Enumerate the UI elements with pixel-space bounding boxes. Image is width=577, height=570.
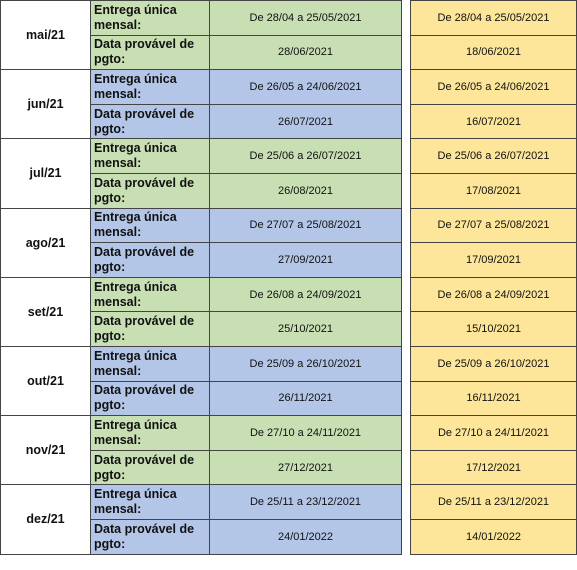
delivery-label: Entrega única mensal:	[91, 416, 210, 451]
alt-delivery-period: De 27/10 a 24/11/2021	[411, 416, 577, 451]
table-row	[1, 70, 402, 105]
table-row	[1, 346, 402, 381]
month-cell: jun/21	[1, 70, 91, 139]
delivery-period: De 27/07 a 25/08/2021	[210, 208, 402, 243]
alt-delivery-period: De 25/11 a 23/12/2021	[411, 485, 577, 520]
payment-date: 25/10/2021	[210, 312, 402, 347]
alt-payment-date: 16/07/2021	[411, 104, 577, 139]
table-row	[411, 485, 577, 520]
table-row	[411, 104, 577, 139]
alt-delivery-period: De 27/07 a 25/08/2021	[411, 208, 577, 243]
delivery-period: De 25/09 a 26/10/2021	[210, 346, 402, 381]
payment-label: Data provável de pgto:	[91, 243, 210, 278]
table-row	[411, 277, 577, 312]
table-row	[1, 485, 402, 520]
payment-date: 27/09/2021	[210, 243, 402, 278]
delivery-label: Entrega única mensal:	[91, 346, 210, 381]
alt-payment-date: 16/11/2021	[411, 381, 577, 416]
table-row	[411, 35, 577, 70]
table-row	[1, 416, 402, 451]
table-row	[1, 208, 402, 243]
payment-label: Data provável de pgto:	[91, 312, 210, 347]
delivery-label: Entrega única mensal:	[91, 1, 210, 36]
delivery-label: Entrega única mensal:	[91, 208, 210, 243]
alt-payment-date: 17/12/2021	[411, 450, 577, 485]
month-cell: dez/21	[1, 485, 91, 554]
table-row	[411, 139, 577, 174]
alt-payment-date: 14/01/2022	[411, 519, 577, 554]
table-row	[411, 346, 577, 381]
month-cell: nov/21	[1, 416, 91, 485]
delivery-label: Entrega única mensal:	[91, 485, 210, 520]
delivery-period: De 26/05 a 24/06/2021	[210, 70, 402, 105]
table-row	[411, 70, 577, 105]
delivery-period: De 27/10 a 24/11/2021	[210, 416, 402, 451]
table-row	[1, 277, 402, 312]
payment-label: Data provável de pgto:	[91, 35, 210, 70]
month-cell: out/21	[1, 346, 91, 415]
month-cell: mai/21	[1, 1, 91, 70]
delivery-period: De 25/11 a 23/12/2021	[210, 485, 402, 520]
alt-payment-date: 17/08/2021	[411, 173, 577, 208]
alternate-schedule-table	[410, 0, 577, 555]
table-row	[411, 519, 577, 554]
alt-delivery-period: De 26/08 a 24/09/2021	[411, 277, 577, 312]
payment-date: 24/01/2022	[210, 519, 402, 554]
delivery-label: Entrega única mensal:	[91, 70, 210, 105]
table-row	[411, 243, 577, 278]
table-row	[411, 1, 577, 36]
table-row	[411, 312, 577, 347]
payment-date: 26/07/2021	[210, 104, 402, 139]
table-row	[1, 1, 402, 36]
month-cell: set/21	[1, 277, 91, 346]
payment-date: 27/12/2021	[210, 450, 402, 485]
payment-date: 26/11/2021	[210, 381, 402, 416]
alt-delivery-period: De 25/06 a 26/07/2021	[411, 139, 577, 174]
alt-delivery-period: De 26/05 a 24/06/2021	[411, 70, 577, 105]
delivery-label: Entrega única mensal:	[91, 139, 210, 174]
payment-label: Data provável de pgto:	[91, 519, 210, 554]
month-cell: ago/21	[1, 208, 91, 277]
alt-payment-date: 15/10/2021	[411, 312, 577, 347]
delivery-period: De 25/06 a 26/07/2021	[210, 139, 402, 174]
table-row	[1, 139, 402, 174]
table-row	[411, 208, 577, 243]
payment-date: 28/06/2021	[210, 35, 402, 70]
table-row	[411, 416, 577, 451]
table-row	[411, 173, 577, 208]
payment-date: 26/08/2021	[210, 173, 402, 208]
table-row	[411, 381, 577, 416]
payment-label: Data provável de pgto:	[91, 450, 210, 485]
delivery-label: Entrega única mensal:	[91, 277, 210, 312]
alt-payment-date: 17/09/2021	[411, 243, 577, 278]
alt-delivery-period: De 28/04 a 25/05/2021	[411, 1, 577, 36]
payment-label: Data provável de pgto:	[91, 381, 210, 416]
alt-delivery-period: De 25/09 a 26/10/2021	[411, 346, 577, 381]
payment-label: Data provável de pgto:	[91, 104, 210, 139]
month-cell: jul/21	[1, 139, 91, 208]
delivery-period: De 28/04 a 25/05/2021	[210, 1, 402, 36]
alt-payment-date: 18/06/2021	[411, 35, 577, 70]
payment-label: Data provável de pgto:	[91, 173, 210, 208]
table-row	[411, 450, 577, 485]
delivery-period: De 26/08 a 24/09/2021	[210, 277, 402, 312]
